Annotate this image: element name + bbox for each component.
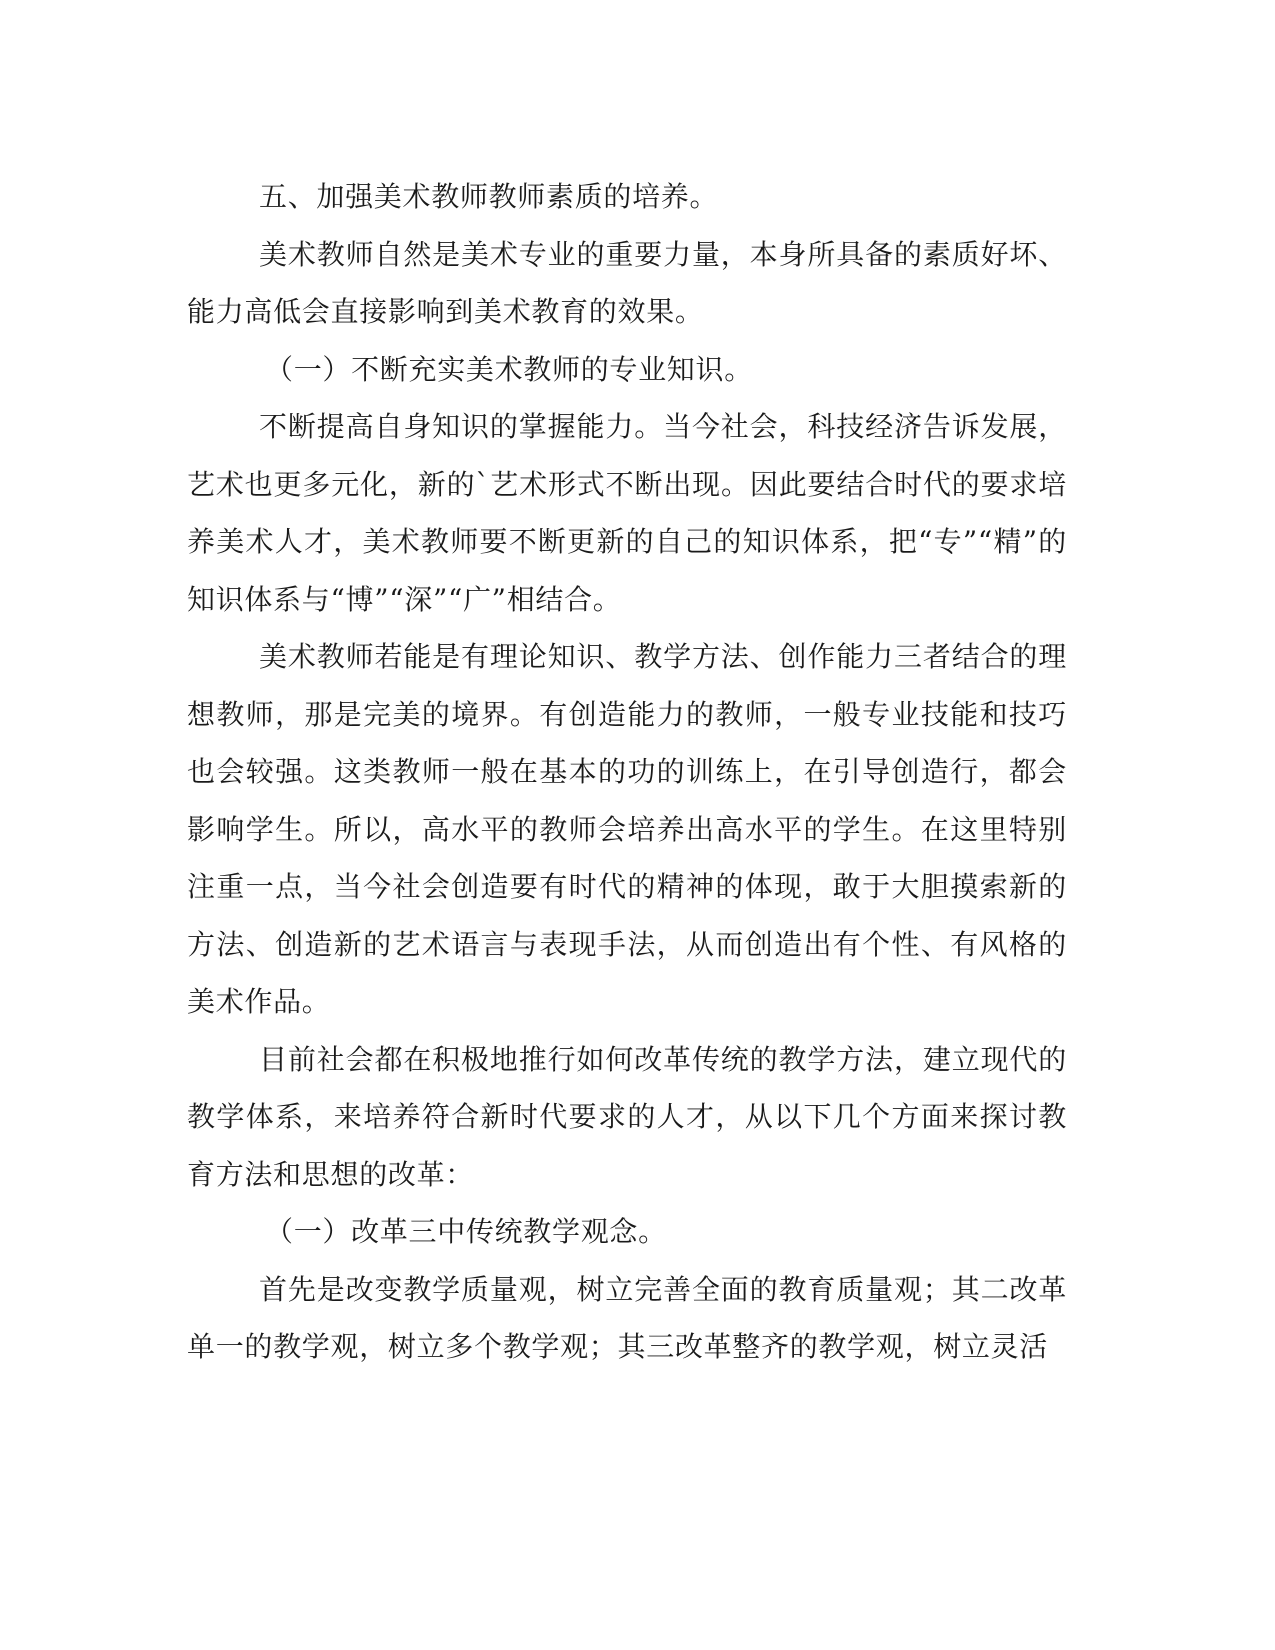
body-paragraph: 首先是改变教学质量观，树立完善全面的教育质量观；其二改革单一的教学观，树立多个教学观；其三改革整齐的教学观，树立灵活	[187, 1272, 1067, 1363]
subsection-heading: （一）改革三中传统教学观念。	[265, 1215, 667, 1248]
body-paragraph: 不断提高自身知识的掌握能力。当今社会，科技经济告诉发展，艺术也更多元化，新的`艺术形式不断出现。因此要结合时代的要求培养美术人才，美术教师要不断更新的自己的知识体系，把“专”“精”的知识体系与“博”“深”“广”相结合。	[187, 410, 1067, 616]
subsection-heading: （一）不断充实美术教师的专业知识。	[265, 352, 753, 386]
body-paragraph: 美术教师若能是有理论知识、教学方法、创作能力三者结合的理想教师，那是完美的境界。有创造能力的教师，一般专业技能和技巧也会较强。这类教师一般在基本的功的训练上，在引导创造行，都会影响学生。所以，高水平的教师会培养出高水平的学生。在这里特别注重一点，当今社会创造要有时代的精神的体现，敢于大胆摸索新的方法、创造新的艺术语言与表现手法，从而创造出有个性、有风格的美术作品。	[187, 640, 1067, 1018]
body-paragraph: 美术教师自然是美术专业的重要力量，本身所具备的素质好坏、能力高低会直接影响到美术教育的效果。	[187, 237, 1067, 328]
document-body	[187, 168, 1067, 1376]
section-heading: 五、加强美术教师教师素质的培养。	[259, 180, 719, 213]
body-paragraph: 目前社会都在积极地推行如何改革传统的教学方法，建立现代的教学体系，来培养符合新时代要求的人才，从以下几个方面来探讨教育方法和思想的改革：	[187, 1042, 1067, 1191]
